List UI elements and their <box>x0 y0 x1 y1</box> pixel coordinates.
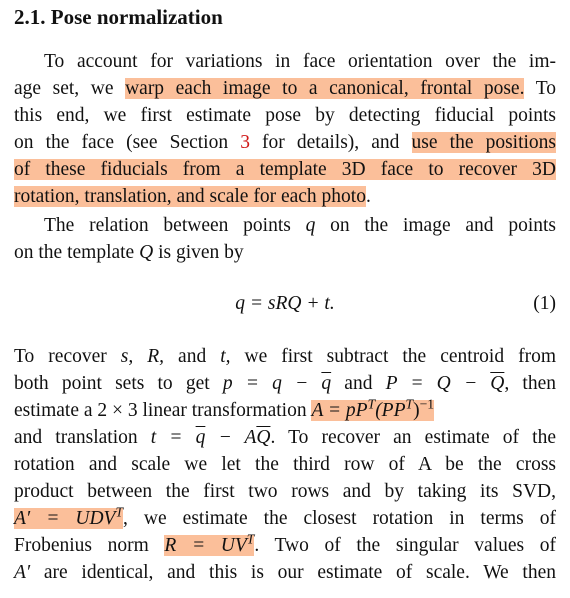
highlight-linear-transform: $A = pP^T(PP^T)^{-1}$ <box>311 396 435 421</box>
section-number: 2.1. <box>14 5 46 29</box>
paragraph-1-line-1: To account for variations in face orientation over the im- <box>44 51 556 72</box>
section-title: Pose normalization <box>50 5 223 29</box>
paragraph-3-line-3: estimate a 2 × 3 linear transformation $A = pP^T(PP^T)^{-1}$ <box>14 396 435 421</box>
paragraph-1-line-4: on the face (see Section 3 for details), and use the positions <box>14 132 557 153</box>
highlight-positions: use the positions <box>411 132 557 153</box>
paragraph-1-line-3: this end, we first estimate pose by detecting fiducial points <box>14 105 556 126</box>
paragraph-3-line-7: $A' = UDV^T$, we estimate the closest rotation in terms of <box>14 504 556 529</box>
highlight-warp: warp each image to a canonical, frontal pose. <box>125 78 525 99</box>
paragraph-3-line-1: To recover s, R, and t, we first subtract the centroid from <box>14 346 557 367</box>
highlight-svd: $A' = UDV^T$ <box>14 504 124 529</box>
highlight-rotation-estimate: $R = UV^T$ <box>164 531 255 556</box>
paragraph-3-line-9: A′ are identical, and this is our estimate of scale. We then <box>14 562 556 583</box>
paragraph-3-line-2: both point sets to get $p = q - \overline{q}$ and $P = Q - \overline{Q}$, then <box>14 373 556 394</box>
paragraph-2-line-1: The relation between points q on the image and points <box>44 215 556 236</box>
equation-1: q = sRQ + t. <box>235 293 335 314</box>
paragraph-3-line-4: and translation $t = \overline{q} - A\overline{Q}$. To recover an estimate of the <box>14 427 557 448</box>
paragraph-3-line-8: Frobenius norm $R = UV^T$. Two of the singular values of <box>14 531 556 556</box>
paragraph-2-line-2: on the template Q is given by <box>14 242 244 263</box>
paragraph-1-line-2: age set, we warp each image to a canonical, frontal pose. To <box>14 78 556 99</box>
paragraph-1-line-6: rotation, translation, and scale for each photo. <box>14 186 371 207</box>
equation-number: (1) <box>533 293 556 314</box>
section-reference-link[interactable]: 3 <box>240 132 250 153</box>
section-heading <box>14 4 556 31</box>
paragraph-3-line-5: rotation and scale we let the third row of A be the cross <box>14 454 556 475</box>
highlight-rotation: rotation, translation, and scale for each photo <box>14 186 366 207</box>
paragraph-1-line-5 <box>14 156 556 183</box>
paragraph-3-line-6: product between the first two rows and by taking its SVD, <box>14 481 556 502</box>
highlight-fiducials: of these fiducials from a template 3D face to recover 3D <box>14 159 556 180</box>
